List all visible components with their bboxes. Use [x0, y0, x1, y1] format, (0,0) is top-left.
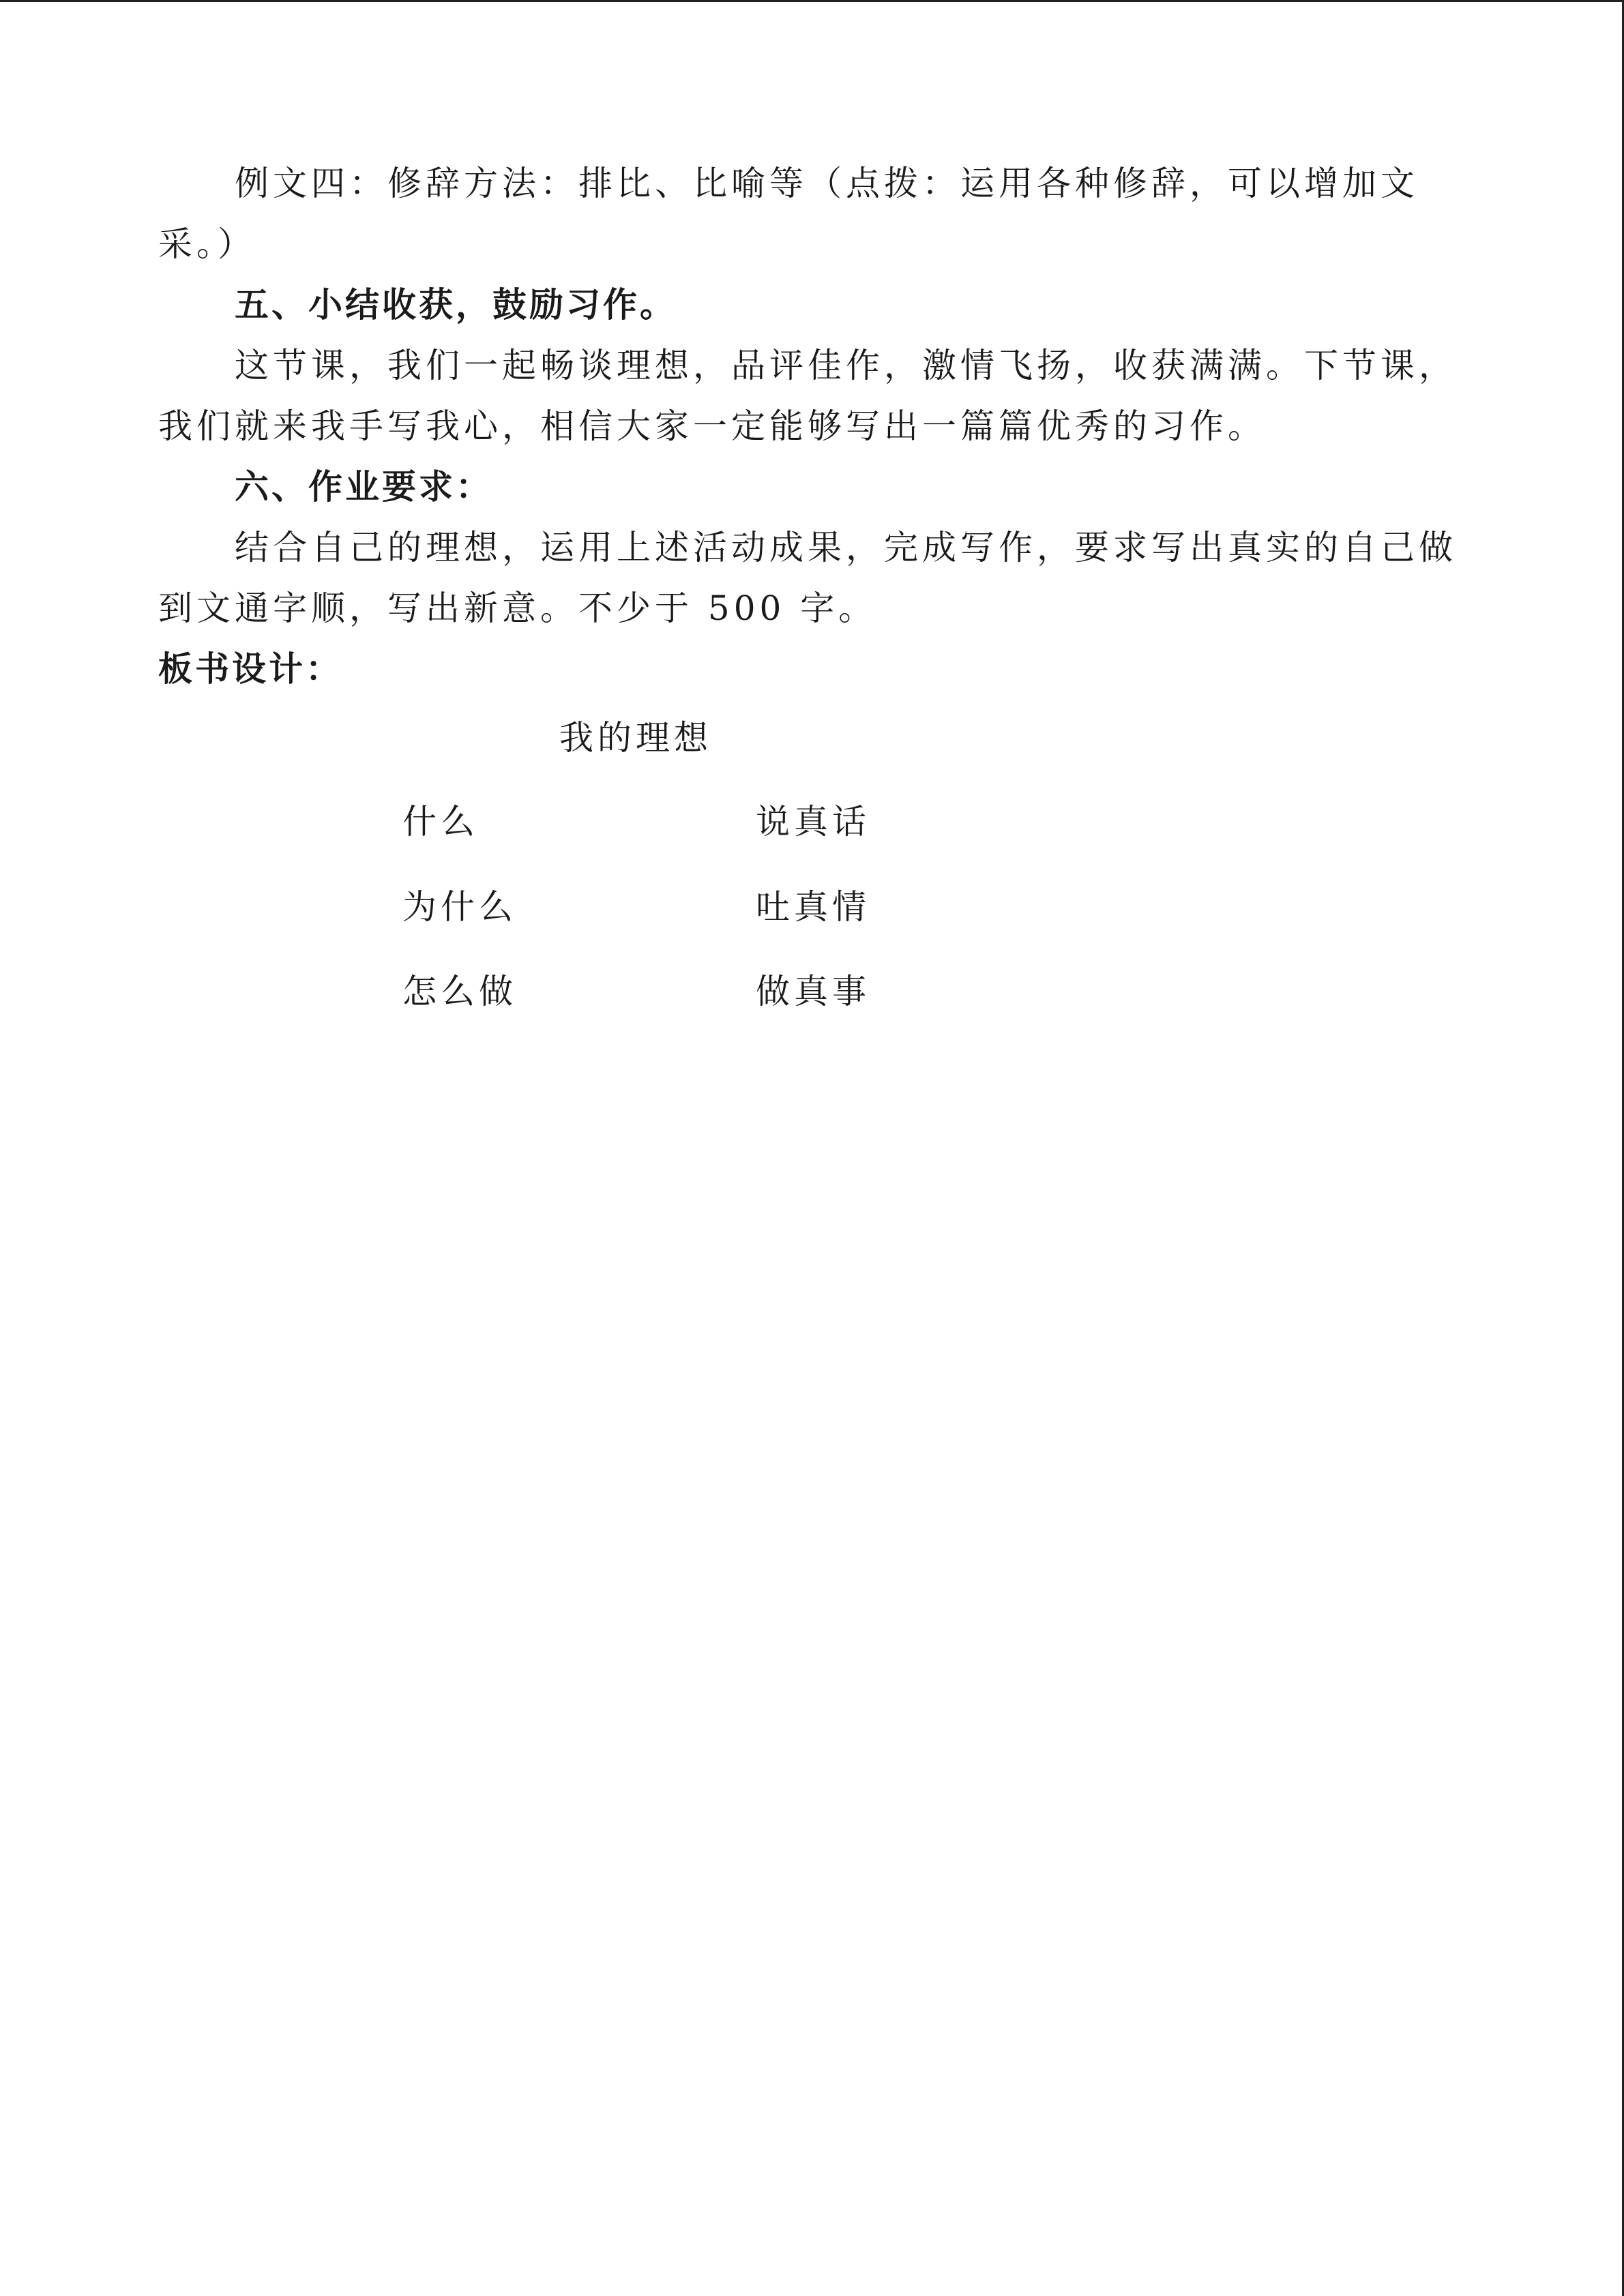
board-right-item: 做真事	[756, 972, 870, 1011]
page-border-top	[0, 0, 1624, 2]
summary-line-2: 我们就来我手写我心，相信大家一定能够写出一篇篇优秀的习作。	[158, 406, 1266, 446]
board-design-heading: 板书设计：	[158, 649, 342, 689]
board-left-item: 为什么	[402, 887, 517, 927]
summary-line-1: 这节课，我们一起畅谈理想，品评佳作，激情飞扬，收获满满。下节课，	[235, 346, 1457, 385]
section-six-heading: 六、作业要求：	[235, 467, 492, 507]
board-left-item: 什么	[402, 802, 479, 841]
board-title: 我的理想	[559, 718, 712, 758]
section-five-heading: 五、小结收获，鼓励习作。	[235, 285, 677, 325]
example-four-line-1: 例文四：修辞方法：排比、比喻等（点拨：运用各种修辞，可以增加文	[235, 164, 1419, 203]
example-four-line-2: 采。）	[158, 224, 256, 264]
homework-line-1: 结合自己的理想，运用上述活动成果，完成写作，要求写出真实的自己做	[235, 528, 1457, 567]
board-right-item: 说真话	[756, 802, 870, 841]
board-right-item: 吐真情	[756, 887, 870, 927]
document-body	[158, 153, 1468, 700]
homework-line-2: 到文通字顺，写出新意。不少于 500 字。	[158, 588, 877, 628]
board-left-item: 怎么做	[402, 972, 517, 1011]
